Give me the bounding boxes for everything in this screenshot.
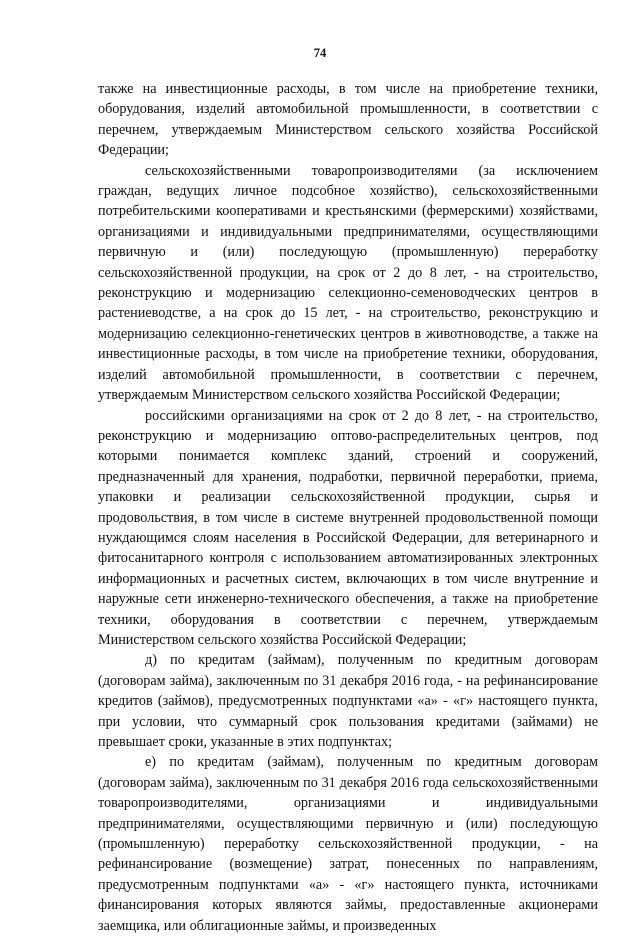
paragraph-continuation: также на инвестиционные расходы, в том числе на приобретение техники, оборудования, изделий автомобильной промышленности, в соответствии с перечнем, утверждаемым Министерством сельского хозяйства Российской Федерации; — [98, 81, 598, 159]
paragraph-subpoint-e: е) по кредитам (займам), полученным по кредитным договорам (договорам займа), заключенным по 31 декабря 2016 года сельскохозяйственными товаропроизводителями, организациями и индивидуальными предпринимателями, осуществляющими первичную и (или) последующую (промышленную) переработку сельскохозяйственной продукции, - на рефинансирование (возмещение) затрат, понесенных по направлениям, предусмотренным подпунктами «а» - «г» настоящего пункта, источниками финансирования которых являются займы, предоставленные акционерами заемщика, или облигационные займы, и произведенных — [98, 754, 598, 934]
page-number: 74 — [313, 46, 327, 60]
paragraph-agricultural-producers: сельскохозяйственными товаропроизводителями (за исключением граждан, ведущих личное подсобное хозяйство), сельскохозяйственными потребительскими кооперативами и крестьянскими (фермерскими) хозяйствами, организациями и индивидуальными предпринимателями, осуществляющими первичную и (или) последующую (промышленную) переработку сельскохозяйственной продукции, на срок от 2 до 8 лет, - на строительство, реконструкцию и модернизацию селекционно-семеноводческих центров в растениеводстве, а на срок до 15 лет, - на строительство, реконструкцию и модернизацию селекционно-генетических центров в животноводстве, а также на инвестиционные расходы, в том числе на приобретение техники, оборудования, изделий автомобильной промышленности, в соответствии с перечнем, утверждаемым Министерством сельского хозяйства Российской Федерации; — [98, 162, 598, 404]
document-body — [98, 79, 598, 936]
paragraph-russian-organizations: российскими организациями на срок от 2 до 8 лет, - на строительство, реконструкцию и модернизацию оптово-распределительных центров, под которыми понимается комплекс зданий, строений и сооружений, предназначенный для хранения, подработки, первичной переработки, приема, упаковки и реализации сельскохозяйственной продукции, сырья и продовольствия, в том числе в системе внутренней продовольственной помощи нуждающимся слоям населения в Российской Федерации, для ветеринарного и фитосанитарного контроля с использованием автоматизированных электронных информационных и расчетных систем, включающих в том числе внутренние и наружные сети инженерно-технического обеспечения, а также на приобретение техники, оборудования в соответствии с перечнем, утверждаемым Министерством сельского хозяйства Российской Федерации; — [98, 407, 598, 648]
paragraph-subpoint-d: д) по кредитам (займам), полученным по кредитным договорам (договорам займа), заключенным по 31 декабря 2016 года, - на рефинансирование кредитов (займов), предусмотренных подпунктами «а» - «г» настоящего пункта, при условии, что суммарный срок пользования кредитами (займами) не превышает сроки, указанные в этих подпунктах; — [98, 652, 598, 750]
